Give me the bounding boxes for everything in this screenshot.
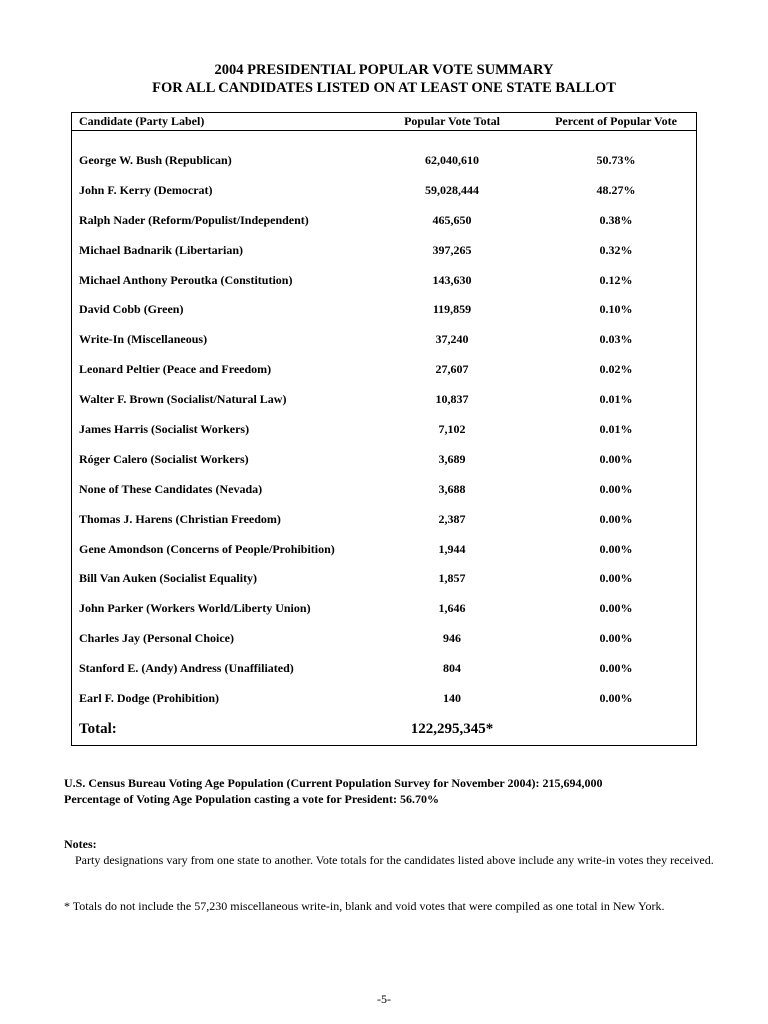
vote-percent: 48.27%: [596, 182, 636, 197]
vote-percent: 0.00%: [599, 571, 633, 586]
vote-percent: 0.32%: [599, 242, 633, 257]
table-row: [72, 332, 696, 362]
vote-total: 1,646: [438, 601, 466, 616]
table-row: [72, 452, 696, 482]
table-row: [72, 482, 696, 512]
table-row: [72, 422, 696, 452]
table-row: [72, 631, 696, 661]
candidate-name: Thomas J. Harens (Christian Freedom): [79, 511, 281, 526]
vote-total: 465,650: [432, 212, 472, 227]
table-row: [72, 302, 696, 332]
vote-total: 7,102: [438, 422, 466, 437]
candidate-name: Write-In (Miscellaneous): [79, 332, 208, 347]
candidate-name: Ralph Nader (Reform/Populist/Independent): [79, 212, 309, 227]
notes-text: Party designations vary from one state to another. Vote totals for the candidates listed above include any write-in votes they received.: [75, 853, 714, 867]
table-row: [72, 512, 696, 542]
table-row: [72, 183, 696, 213]
table-row: [72, 661, 696, 691]
table-row: [72, 392, 696, 422]
vote-percent: 0.00%: [599, 631, 633, 646]
vote-total: 397,265: [432, 242, 472, 257]
table-body: [72, 153, 696, 721]
table-row: [72, 691, 696, 721]
vote-percent: 0.38%: [599, 212, 633, 227]
candidate-name: John Parker (Workers World/Liberty Union): [79, 601, 311, 616]
header-popular-vote-total: Popular Vote Total: [404, 114, 500, 128]
notes-heading: Notes:: [64, 837, 97, 851]
header-percent-of-popular-vote: Percent of Popular Vote: [555, 114, 677, 128]
vote-total: 946: [443, 631, 461, 646]
document-title-line-1: 2004 PRESIDENTIAL POPULAR VOTE SUMMARY: [214, 62, 554, 78]
vote-summary-table: [71, 112, 697, 746]
candidate-name: George W. Bush (Republican): [79, 153, 232, 167]
vote-total: 1,857: [438, 571, 466, 586]
vote-total: 37,240: [435, 332, 469, 347]
vote-percent: 50.73%: [596, 153, 636, 167]
table-row: [72, 542, 696, 572]
vote-total: 3,689: [438, 451, 466, 466]
table-header: [72, 113, 696, 131]
candidate-name: Gene Amondson (Concerns of People/Prohibition): [79, 541, 335, 556]
vote-percent: 0.00%: [599, 481, 633, 496]
page-number: -5-: [377, 992, 391, 1006]
vote-percent: 0.03%: [599, 332, 633, 347]
vote-total: 27,607: [435, 362, 469, 377]
candidate-name: David Cobb (Green): [79, 302, 184, 317]
candidate-name: Walter F. Brown (Socialist/Natural Law): [79, 392, 287, 407]
vote-percent: 0.10%: [599, 302, 633, 317]
candidate-name: Charles Jay (Personal Choice): [79, 631, 234, 646]
vote-percent: 0.00%: [599, 451, 633, 466]
candidate-name: Leonard Peltier (Peace and Freedom): [79, 362, 272, 377]
table-row: [72, 153, 696, 183]
vote-percent: 0.00%: [599, 661, 633, 676]
vote-total: 140: [443, 691, 461, 706]
candidate-name: Michael Anthony Peroutka (Constitution): [79, 272, 293, 287]
census-turnout-percentage: Percentage of Voting Age Population casting a vote for President: 56.70%: [64, 792, 439, 806]
vote-percent: 0.00%: [599, 691, 633, 706]
candidate-name: Michael Badnarik (Libertarian): [79, 242, 243, 257]
vote-total: 2,387: [438, 511, 466, 526]
vote-percent: 0.12%: [599, 272, 633, 287]
header-candidate: Candidate (Party Label): [79, 114, 205, 128]
candidate-name: Earl F. Dodge (Prohibition): [79, 691, 220, 706]
table-row: [72, 362, 696, 392]
total-label: Total:: [79, 721, 117, 737]
vote-total: 3,688: [438, 481, 466, 496]
vote-total: 804: [443, 661, 461, 676]
table-row: [72, 243, 696, 273]
total-value: 122,295,345*: [410, 721, 494, 737]
vote-percent: 0.00%: [599, 601, 633, 616]
vote-total: 62,040,610: [425, 153, 479, 167]
footnote: * Totals do not include the 57,230 miscellaneous write-in, blank and void votes that were compiled as one total in New York.: [64, 899, 665, 913]
candidate-name: None of These Candidates (Nevada): [79, 481, 263, 496]
candidate-name: Róger Calero (Socialist Workers): [79, 451, 249, 466]
vote-percent: 0.02%: [599, 362, 633, 377]
table-row: [72, 213, 696, 243]
candidate-name: Stanford E. (Andy) Andress (Unaffiliated): [79, 661, 294, 676]
vote-percent: 0.01%: [599, 392, 633, 407]
vote-total: 59,028,444: [425, 182, 479, 197]
table-row: [72, 601, 696, 631]
table-row: [72, 273, 696, 303]
vote-total: 1,944: [438, 541, 466, 556]
table-row: [72, 571, 696, 601]
vote-percent: 0.00%: [599, 541, 633, 556]
candidate-name: John F. Kerry (Democrat): [79, 182, 213, 197]
document-title-line-2: FOR ALL CANDIDATES LISTED ON AT LEAST ONE STATE BALLOT: [152, 80, 616, 96]
candidate-name: Bill Van Auken (Socialist Equality): [79, 571, 258, 586]
vote-percent: 0.01%: [599, 422, 633, 437]
census-voting-age-population: U.S. Census Bureau Voting Age Population (Current Population Survey for November 2004): 215,694,000: [64, 776, 603, 790]
vote-total: 143,630: [432, 272, 472, 287]
candidate-name: James Harris (Socialist Workers): [79, 422, 250, 437]
vote-percent: 0.00%: [599, 511, 633, 526]
vote-total: 119,859: [432, 302, 472, 317]
vote-total: 10,837: [435, 392, 469, 407]
